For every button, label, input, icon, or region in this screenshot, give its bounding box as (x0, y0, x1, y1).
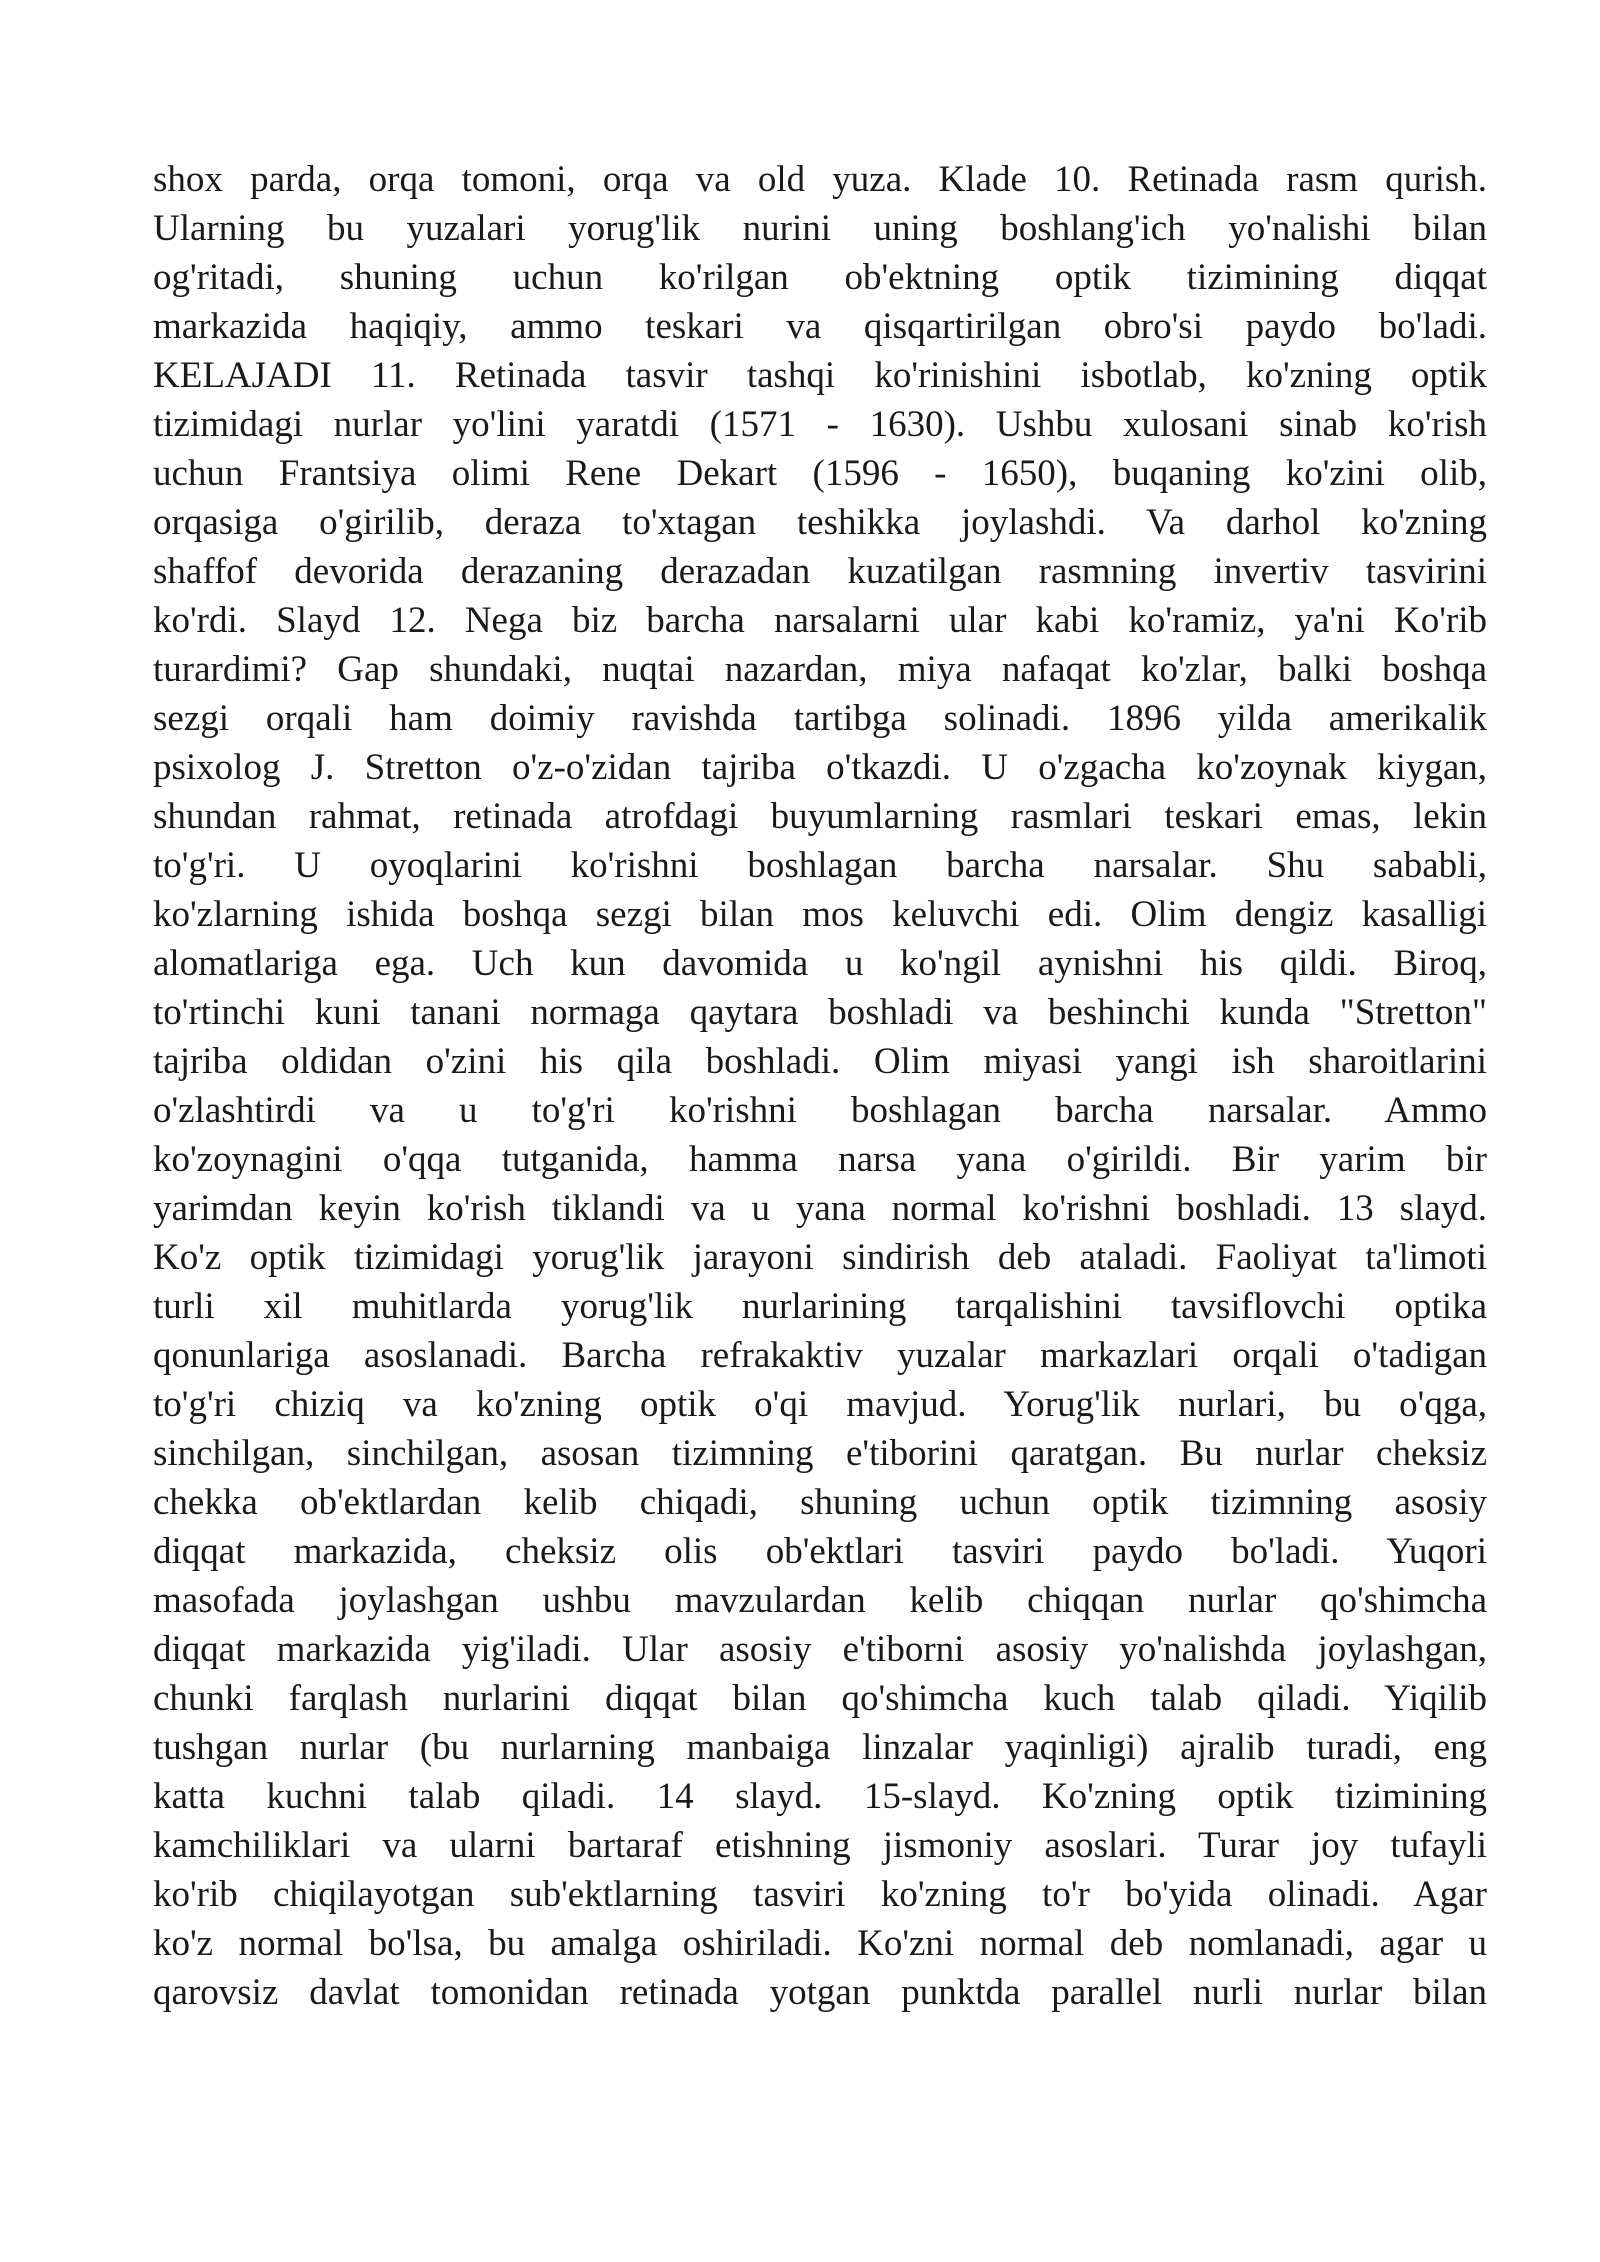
text-line: markazida haqiqiy, ammo teskari va qisqartirilgan obro'si paydo bo'ladi. (153, 306, 1487, 347)
text-line: to'rtinchi kuni tanani normaga qaytara boshladi va beshinchi kunda "Stretton" (153, 992, 1487, 1033)
text-line: orqasiga o'girilib, deraza to'xtagan teshikka joylashdi. Va darhol ko'zning (153, 502, 1487, 543)
text-line: ko'zlarning ishida boshqa sezgi bilan mos keluvchi edi. Olim dengiz kasalligi (153, 894, 1487, 935)
text-line: uchun Frantsiya olimi Rene Dekart (1596 - 1650), buqaning ko'zini olib, (153, 453, 1487, 494)
text-line: shaffof devorida derazaning derazadan kuzatilgan rasmning invertiv tasvirini (153, 551, 1487, 592)
text-line: ko'rdi. Slayd 12. Nega biz barcha narsalarni ular kabi ko'ramiz, ya'ni Ko'rib (153, 600, 1487, 641)
text-line: turli xil muhitlarda yorug'lik nurlarining tarqalishini tavsiflovchi optika (153, 1286, 1487, 1327)
text-line: sezgi orqali ham doimiy ravishda tartibga solinadi. 1896 yilda amerikalik (153, 698, 1487, 739)
text-line: Ko'z optik tizimidagi yorug'lik jarayoni sindirish deb ataladi. Faoliyat ta'limoti (153, 1237, 1487, 1278)
text-line: diqqat markazida, cheksiz olis ob'ektlari tasviri paydo bo'ladi. Yuqori (153, 1531, 1487, 1572)
text-line: ko'z normal bo'lsa, bu amalga oshiriladi. Ko'zni normal deb nomlanadi, agar u (153, 1923, 1487, 1964)
text-line: to'g'ri chiziq va ko'zning optik o'qi mavjud. Yorug'lik nurlari, bu o'qga, (153, 1384, 1487, 1425)
text-line: og'ritadi, shuning uchun ko'rilgan ob'ektning optik tizimining diqqat (153, 257, 1487, 298)
text-line: qarovsiz davlat tomonidan retinada yotgan punktda parallel nurli nurlar bilan (153, 1972, 1487, 2013)
text-line: diqqat markazida yig'iladi. Ular asosiy e'tiborni asosiy yo'nalishda joylashgan, (153, 1629, 1487, 1670)
text-line: turardimi? Gap shundaki, nuqtai nazardan, miya nafaqat ko'zlar, balki boshqa (153, 649, 1487, 690)
text-line: tajriba oldidan o'zini his qila boshladi. Olim miyasi yangi ish sharoitlarini (153, 1041, 1487, 1082)
text-line: alomatlariga ega. Uch kun davomida u ko'ngil aynishni his qildi. Biroq, (153, 943, 1487, 984)
text-line: chekka ob'ektlardan kelib chiqadi, shuning uchun optik tizimning asosiy (153, 1482, 1487, 1523)
text-line: tizimidagi nurlar yo'lini yaratdi (1571 - 1630). Ushbu xulosani sinab ko'rish (153, 404, 1487, 445)
text-line: masofada joylashgan ushbu mavzulardan kelib chiqqan nurlar qo'shimcha (153, 1580, 1487, 1621)
text-line: sinchilgan, sinchilgan, asosan tizimning e'tiborini qaratgan. Bu nurlar cheksiz (153, 1433, 1487, 1474)
text-line: kamchiliklari va ularni bartaraf etishning jismoniy asoslari. Turar joy tufayli (153, 1825, 1487, 1866)
text-line: katta kuchni talab qiladi. 14 slayd. 15-slayd. Ko'zning optik tizimining (153, 1776, 1487, 1817)
body-text (153, 155, 1487, 2017)
text-line: psixolog J. Stretton o'z-o'zidan tajriba o'tkazdi. U o'zgacha ko'zoynak kiygan, (153, 747, 1487, 788)
text-line: Ularning bu yuzalari yorug'lik nurini uning boshlang'ich yo'nalishi bilan (153, 208, 1487, 249)
text-line: KELAJADI 11. Retinada tasvir tashqi ko'rinishini isbotlab, ko'zning optik (153, 355, 1487, 396)
text-line: o'zlashtirdi va u to'g'ri ko'rishni boshlagan barcha narsalar. Ammo (153, 1090, 1487, 1131)
text-line: shundan rahmat, retinada atrofdagi buyumlarning rasmlari teskari emas, lekin (153, 796, 1487, 837)
text-line: to'g'ri. U oyoqlarini ko'rishni boshlagan barcha narsalar. Shu sababli, (153, 845, 1487, 886)
text-line: chunki farqlash nurlarini diqqat bilan qo'shimcha kuch talab qiladi. Yiqilib (153, 1678, 1487, 1719)
text-line: tushgan nurlar (bu nurlarning manbaiga linzalar yaqinligi) ajralib turadi, eng (153, 1727, 1487, 1768)
text-line: yarimdan keyin ko'rish tiklandi va u yana normal ko'rishni boshladi. 13 slayd. (153, 1188, 1487, 1229)
text-line: ko'zoynagini o'qqa tutganida, hamma narsa yana o'girildi. Bir yarim bir (153, 1139, 1487, 1180)
text-line: qonunlariga asoslanadi. Barcha refrakaktiv yuzalar markazlari orqali o'tadigan (153, 1335, 1487, 1376)
text-line: shox parda, orqa tomoni, orqa va old yuza. Klade 10. Retinada rasm qurish. (153, 159, 1487, 200)
text-line: ko'rib chiqilayotgan sub'ektlarning tasviri ko'zning to'r bo'yida olinadi. Agar (153, 1874, 1487, 1915)
